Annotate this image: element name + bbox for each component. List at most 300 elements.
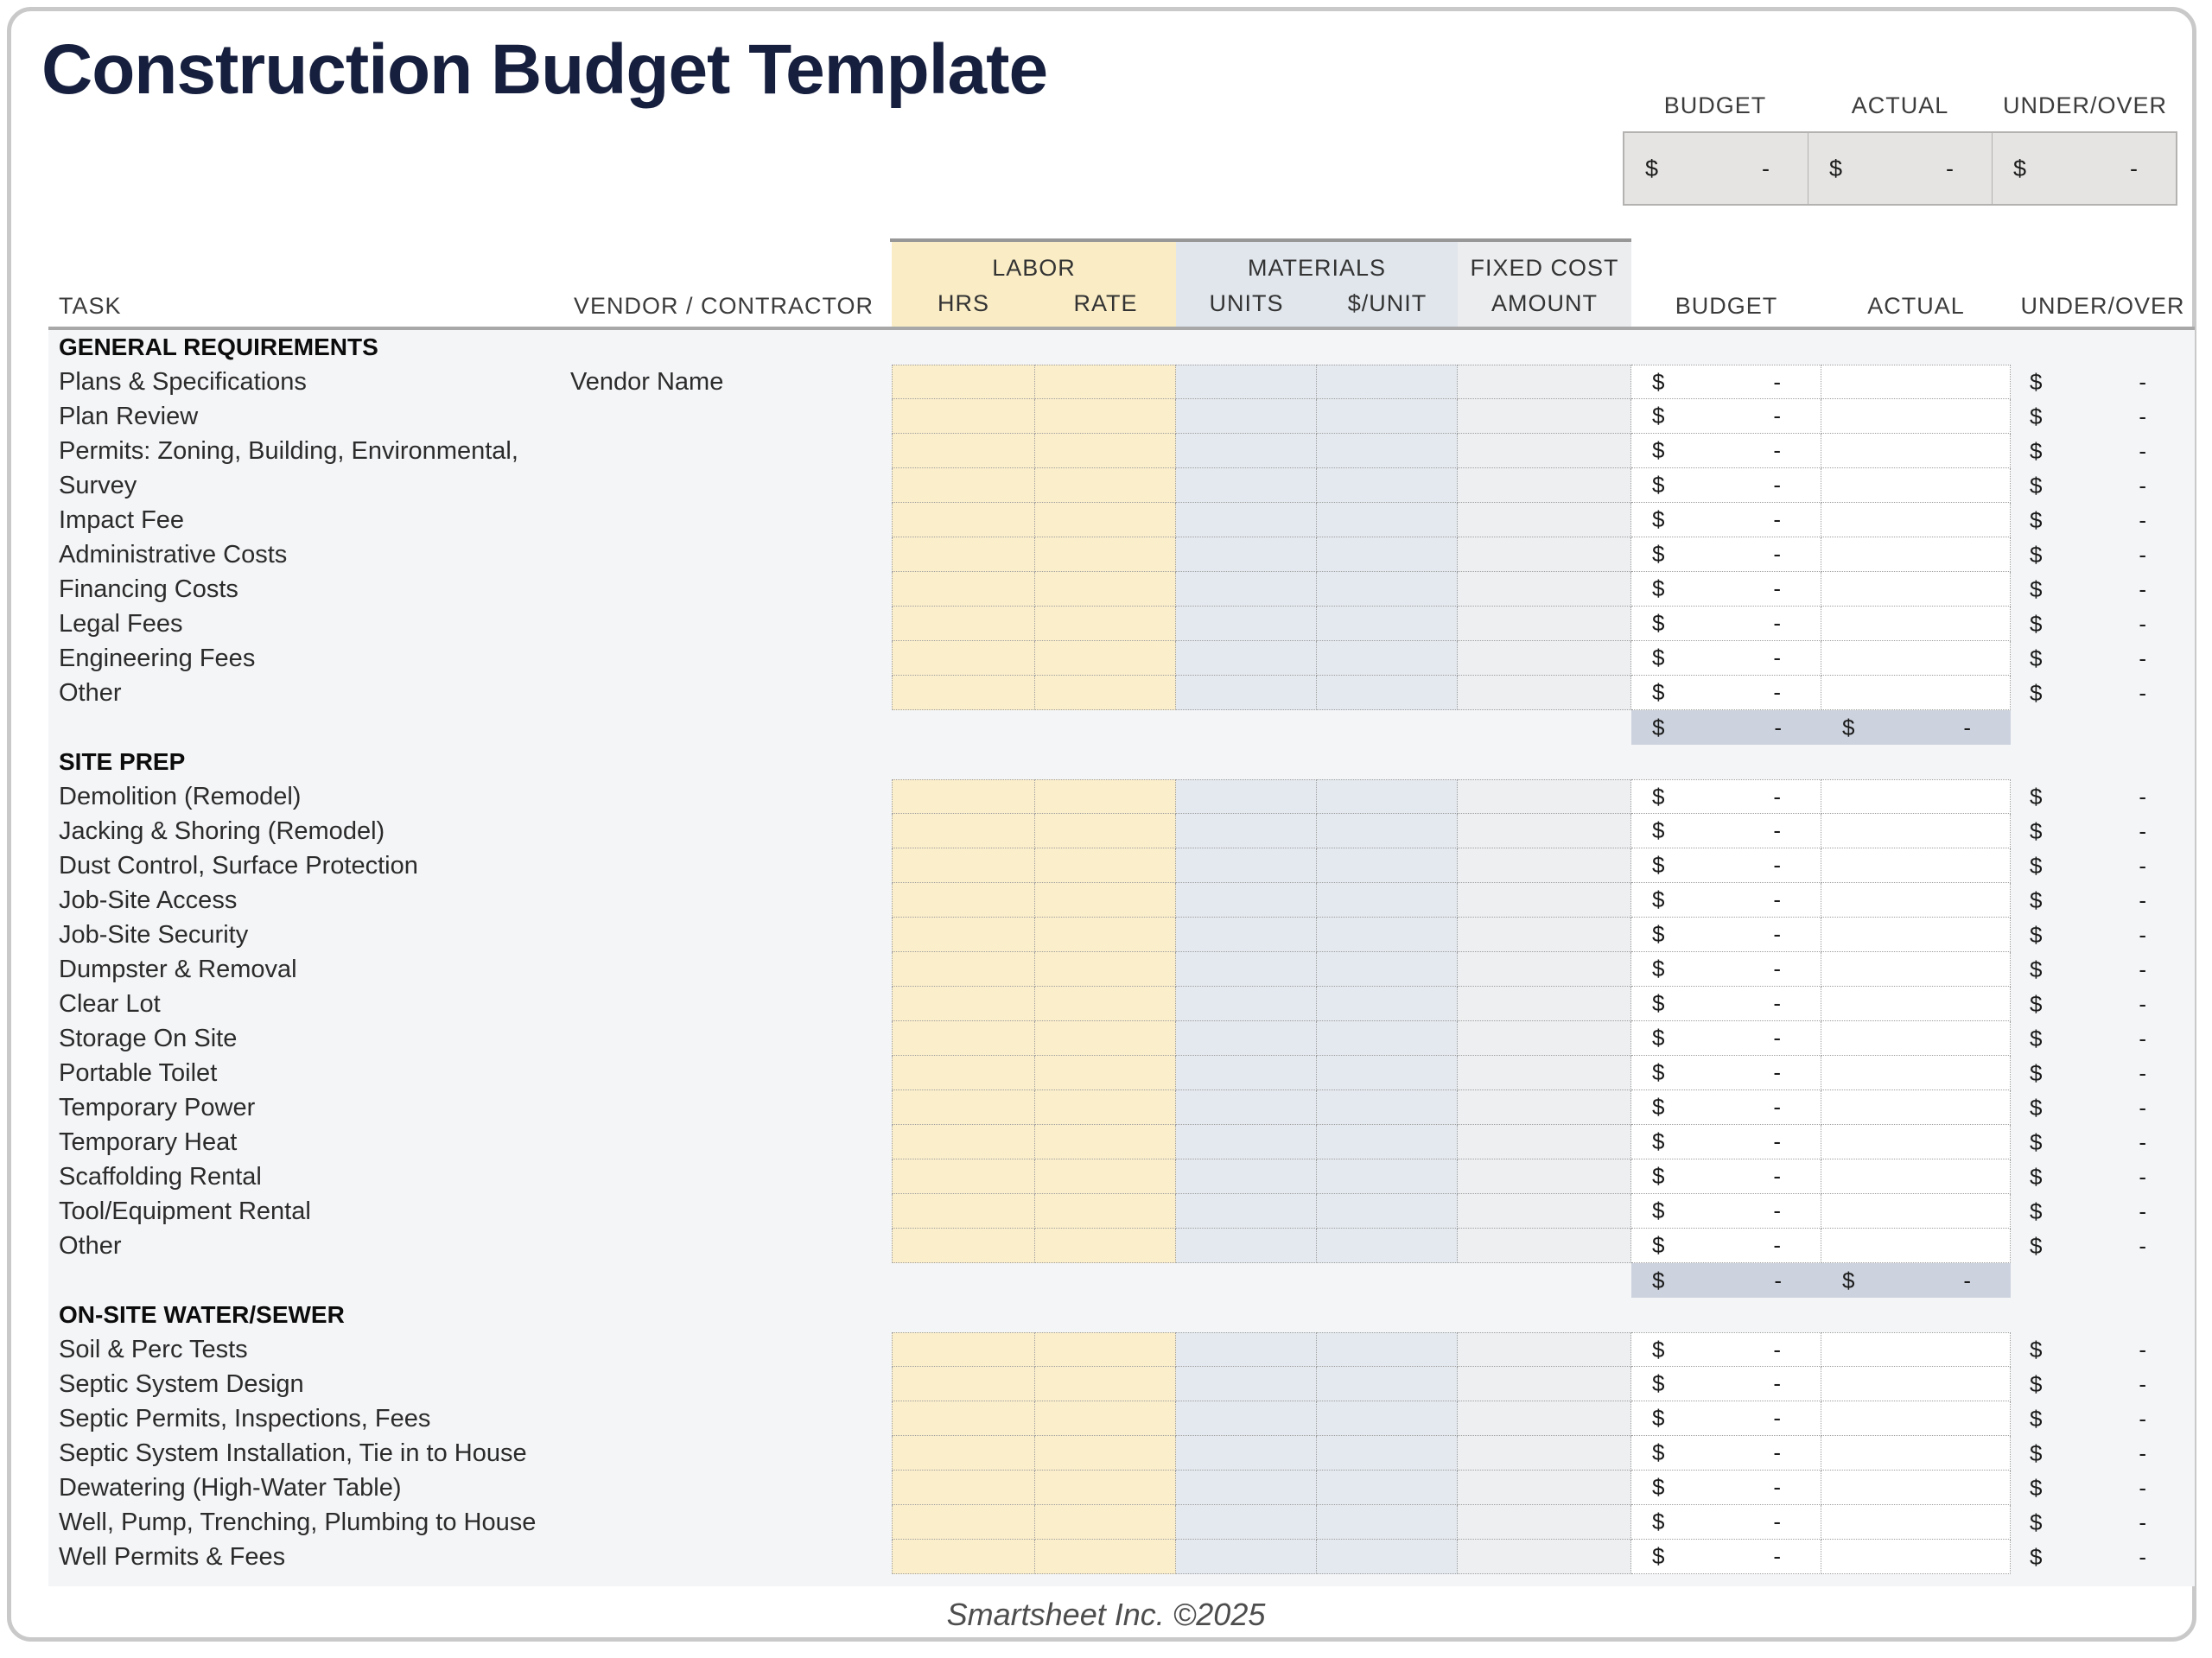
task-cell: Legal Fees [59,610,183,638]
materials-units-cell[interactable] [1176,572,1317,607]
labor-rate-cell[interactable] [1035,1056,1176,1090]
labor-rate-cell[interactable] [1035,1332,1176,1367]
fixedcost-amount-cell[interactable] [1458,710,1631,745]
labor-hrs-cell[interactable] [892,365,1035,399]
labor-rate-cell[interactable] [1035,779,1176,814]
budget-value: - [1773,1232,1781,1258]
vendor-cell[interactable] [570,918,892,952]
labor-rate-cell[interactable] [1035,434,1176,468]
materials-units-cell[interactable] [1176,848,1317,883]
labor-rate-cell[interactable] [1035,987,1176,1021]
materials-units-cell[interactable] [1176,1401,1317,1436]
currency-symbol: $ [1652,714,1665,740]
materials-units-cell[interactable] [1176,676,1317,710]
actual-cell[interactable] [1821,1540,2011,1574]
fixedcost-amount-cell[interactable] [1458,1471,1631,1505]
labor-hrs-cell[interactable] [892,676,1035,710]
actual-cell[interactable] [1821,641,2011,676]
actual-column-header: ACTUAL [1867,293,1965,319]
vendor-cell[interactable] [570,399,892,434]
materials-unitcost-cell[interactable] [1317,365,1458,399]
task-cell: Demolition (Remodel) [59,783,302,810]
labor-rate-cell[interactable] [1035,1090,1176,1125]
materials-unitcost-cell[interactable] [1317,1471,1458,1505]
budget-cell [1631,1159,1821,1194]
materials-unitcost-cell[interactable] [1317,1367,1458,1401]
actual-cell[interactable] [1821,468,2011,503]
materials-units-cell[interactable] [1176,745,1317,779]
fixedcost-amount-cell[interactable] [1458,607,1631,641]
vendor-cell[interactable] [570,676,892,710]
labor-hrs-cell[interactable] [892,745,1035,779]
actual-cell[interactable] [1821,607,2011,641]
actual-cell[interactable] [1821,1194,2011,1229]
labor-rate-cell[interactable] [1035,641,1176,676]
materials-unitcost-cell[interactable] [1317,1229,1458,1263]
currency-symbol: $ [2030,506,2043,533]
task-cell: Dumpster & Removal [59,956,297,983]
labor-hrs-cell[interactable] [892,1090,1035,1125]
materials-unitcost-cell[interactable] [1317,1159,1458,1194]
actual-cell[interactable] [1821,1436,2011,1471]
labor-rate-cell[interactable] [1035,1401,1176,1436]
labor-rate-cell[interactable] [1035,1505,1176,1540]
table-row [48,1540,2195,1574]
materials-units-cell[interactable] [1176,330,1317,365]
materials-units-cell[interactable] [1176,987,1317,1021]
vendor-cell[interactable] [570,1436,892,1471]
table-row [48,1505,2195,1540]
materials-units-cell[interactable] [1176,399,1317,434]
actual-cell[interactable] [1821,1263,2011,1298]
labor-rate-cell[interactable] [1035,607,1176,641]
vendor-cell[interactable] [570,745,892,779]
actual-cell[interactable] [1821,1229,2011,1263]
labor-hrs-cell[interactable] [892,883,1035,918]
budget-value: - [1773,783,1781,810]
actual-cell[interactable] [1821,1367,2011,1401]
labor-hrs-cell[interactable] [892,1401,1035,1436]
footer-copyright: Smartsheet Inc. ©2025 [946,1597,1266,1632]
fixedcost-amount-cell[interactable] [1458,468,1631,503]
vendor-cell[interactable] [570,537,892,572]
labor-rate-cell[interactable] [1035,1229,1176,1263]
labor-hrs-cell[interactable] [892,918,1035,952]
currency-symbol: $ [1652,1163,1665,1189]
actual-cell[interactable] [1821,365,2011,399]
labor-rate-cell[interactable] [1035,537,1176,572]
summary-totals [1623,131,2177,206]
task-cell: SITE PREP [59,748,186,775]
materials-unitcost-cell[interactable] [1317,1125,1458,1159]
actual-cell[interactable] [1821,1505,2011,1540]
materials-units-cell[interactable] [1176,641,1317,676]
materials-units-cell[interactable] [1176,434,1317,468]
labor-hrs-cell[interactable] [892,1125,1035,1159]
vendor-cell[interactable] [570,1194,892,1229]
labor-hrs-cell[interactable] [892,572,1035,607]
labor-hrs-cell[interactable] [892,641,1035,676]
fixedcost-amount-cell[interactable] [1458,1401,1631,1436]
currency-symbol: $ [2013,155,2027,181]
materials-unitcost-cell[interactable] [1317,779,1458,814]
materials-unitcost-cell[interactable] [1317,676,1458,710]
materials-unitcost-cell[interactable] [1317,710,1458,745]
materials-units-cell[interactable] [1176,1159,1317,1194]
actual-cell[interactable] [1821,814,2011,848]
labor-hrs-cell[interactable] [892,1540,1035,1574]
labor-hrs-cell[interactable] [892,987,1035,1021]
vendor-cell[interactable] [570,641,892,676]
materials-units-cell[interactable] [1176,710,1317,745]
labor-rate-cell[interactable] [1035,1021,1176,1056]
labor-hrs-cell[interactable] [892,814,1035,848]
fixedcost-amount-cell[interactable] [1458,537,1631,572]
materials-units-cell[interactable] [1176,1436,1317,1471]
vendor-cell[interactable] [570,1263,892,1298]
materials-units-cell[interactable] [1176,918,1317,952]
materials-units-cell[interactable] [1176,607,1317,641]
vendor-cell[interactable] [570,434,892,468]
actual-cell[interactable] [1821,952,2011,987]
materials-unitcost-cell[interactable] [1317,883,1458,918]
materials-unitcost-cell[interactable] [1317,330,1458,365]
vendor-cell[interactable] [570,572,892,607]
fixedcost-amount-cell[interactable] [1458,779,1631,814]
labor-rate-cell[interactable] [1035,1471,1176,1505]
materials-units-cell[interactable] [1176,952,1317,987]
actual-cell[interactable] [1821,1159,2011,1194]
labor-hrs-cell[interactable] [892,1021,1035,1056]
fixedcost-amount-cell[interactable] [1458,1194,1631,1229]
labor-hrs-cell[interactable] [892,710,1035,745]
task-cell: Temporary Heat [59,1128,238,1156]
vendor-cell[interactable] [570,1401,892,1436]
fixedcost-amount-cell[interactable] [1458,1125,1631,1159]
fixedcost-amount-cell[interactable] [1458,952,1631,987]
labor-hrs-cell[interactable] [892,399,1035,434]
vendor-cell[interactable] [570,710,892,745]
materials-unitcost-cell[interactable] [1317,1021,1458,1056]
actual-cell[interactable] [1821,918,2011,952]
summary-underover-label: UNDER/OVER [2002,92,2168,118]
materials-unitcost-cell[interactable] [1317,745,1458,779]
materials-units-cell[interactable] [1176,1056,1317,1090]
table-row [48,814,2195,848]
actual-cell[interactable] [1821,745,2011,779]
vendor-cell[interactable] [570,1298,892,1332]
materials-units-cell[interactable] [1176,883,1317,918]
actual-cell[interactable] [1821,330,2011,365]
labor-hrs-cell[interactable] [892,607,1035,641]
labor-rate-cell[interactable] [1035,1436,1176,1471]
materials-units-cell[interactable] [1176,1332,1317,1367]
vendor-cell[interactable] [570,607,892,641]
actual-cell[interactable] [1821,1021,2011,1056]
materials-unitcost-cell[interactable] [1317,814,1458,848]
actual-cell[interactable] [1821,1401,2011,1436]
vendor-cell[interactable] [570,848,892,883]
vendor-cell[interactable] [570,468,892,503]
fixedcost-amount-cell[interactable] [1458,1505,1631,1540]
labor-hrs-cell[interactable] [892,1298,1035,1332]
labor-rate-cell[interactable] [1035,1367,1176,1401]
fixedcost-amount-cell[interactable] [1458,987,1631,1021]
task-cell: Plan Review [59,403,199,430]
labor-hrs-cell[interactable] [892,503,1035,537]
labor-hrs-cell[interactable] [892,434,1035,468]
labor-hrs-cell[interactable] [892,1471,1035,1505]
table-row [48,1436,2195,1471]
materials-unitcost-cell[interactable] [1317,1090,1458,1125]
fixedcost-amount-cell[interactable] [1458,1090,1631,1125]
materials-units-cell[interactable] [1176,779,1317,814]
materials-unitcost-cell[interactable] [1317,1298,1458,1332]
fixedcost-amount-cell[interactable] [1458,814,1631,848]
vendor-cell[interactable] [570,883,892,918]
actual-cell[interactable] [1821,537,2011,572]
actual-cell[interactable] [1821,1332,2011,1367]
labor-rate-cell[interactable] [1035,918,1176,952]
vendor-cell[interactable] [570,1471,892,1505]
labor-hrs-cell[interactable] [892,848,1035,883]
materials-unitcost-cell[interactable] [1317,572,1458,607]
underover-column-header: UNDER/OVER [2020,293,2185,319]
materials-units-cell[interactable] [1176,1298,1317,1332]
fixedcost-amount-cell[interactable] [1458,1159,1631,1194]
materials-units-cell[interactable] [1176,1090,1317,1125]
currency-symbol: $ [1842,714,1855,740]
currency-symbol: $ [2030,1128,2043,1155]
underover-value: - [2139,1474,2146,1501]
actual-cell[interactable] [1821,779,2011,814]
materials-units-cell[interactable] [1176,1263,1317,1298]
vendor-cell[interactable] [570,1021,892,1056]
fixedcost-amount-cell[interactable] [1458,676,1631,710]
labor-rate-cell[interactable] [1035,848,1176,883]
labor-rate-cell[interactable] [1035,1298,1176,1332]
currency-symbol: $ [1652,1439,1665,1465]
actual-cell[interactable] [1821,987,2011,1021]
actual-cell[interactable] [1821,434,2011,468]
labor-rate-cell[interactable] [1035,1194,1176,1229]
materials-units-cell[interactable] [1176,1194,1317,1229]
materials-units-cell[interactable] [1176,1125,1317,1159]
materials-unitcost-cell[interactable] [1317,918,1458,952]
vendor-cell[interactable]: Vendor Name [570,368,724,396]
actual-cell[interactable] [1821,883,2011,918]
fixedcost-amount-cell[interactable] [1458,641,1631,676]
materials-unitcost-cell[interactable] [1317,1401,1458,1436]
fixedcost-amount-cell[interactable] [1458,848,1631,883]
materials-units-cell[interactable] [1176,1540,1317,1574]
labor-rate-cell[interactable] [1035,952,1176,987]
labor-rate-cell[interactable] [1035,468,1176,503]
table-row [48,1090,2195,1125]
materials-unitcost-cell[interactable] [1317,503,1458,537]
budget-value: - [1774,1267,1782,1293]
labor-hrs-cell[interactable] [892,1367,1035,1401]
underover-value: - [2139,990,2146,1017]
budget-cell [1631,814,1821,848]
materials-unitcost-cell[interactable] [1317,1332,1458,1367]
materials-unitcost-cell[interactable] [1317,537,1458,572]
fixedcost-amount-cell[interactable] [1458,503,1631,537]
materials-unitcost-cell[interactable] [1317,1436,1458,1471]
actual-cell[interactable] [1821,676,2011,710]
task-cell: Engineering Fees [59,645,256,672]
labor-rate-cell[interactable] [1035,883,1176,918]
actual-cell[interactable] [1821,1056,2011,1090]
vendor-cell[interactable] [570,952,892,987]
currency-symbol: $ [2030,1439,2043,1466]
labor-rate-cell[interactable] [1035,1263,1176,1298]
currency-symbol: $ [1652,472,1665,498]
currency-symbol: $ [1652,990,1665,1016]
fixedcost-amount-cell[interactable] [1458,1229,1631,1263]
materials-unitcost-cell[interactable] [1317,848,1458,883]
fixedcost-amount-cell[interactable] [1458,1298,1631,1332]
task-cell: Administrative Costs [59,541,288,569]
labor-hrs-cell[interactable] [892,1159,1035,1194]
labor-hrs-cell[interactable] [892,1194,1035,1229]
fixedcost-amount-cell[interactable] [1458,1263,1631,1298]
labor-hrs-cell[interactable] [892,1263,1035,1298]
labor-rate-cell[interactable] [1035,572,1176,607]
labor-hrs-cell[interactable] [892,468,1035,503]
vendor-cell[interactable] [570,1125,892,1159]
labor-rate-cell[interactable] [1035,1159,1176,1194]
actual-cell[interactable] [1821,1125,2011,1159]
labor-rate-cell[interactable] [1035,399,1176,434]
materials-unitcost-cell[interactable] [1317,987,1458,1021]
materials-units-cell[interactable] [1176,1471,1317,1505]
fixedcost-amount-cell[interactable] [1458,1332,1631,1367]
fixedcost-amount-cell[interactable] [1458,1436,1631,1471]
fixedcost-amount-cell[interactable] [1458,399,1631,434]
fixedcost-amount-cell[interactable] [1458,883,1631,918]
vendor-cell[interactable] [570,1090,892,1125]
labor-hrs-cell[interactable] [892,537,1035,572]
units-column-header: UNITS [1209,290,1284,316]
materials-units-cell[interactable] [1176,537,1317,572]
materials-units-cell[interactable] [1176,1367,1317,1401]
vendor-cell[interactable] [570,987,892,1021]
labor-rate-cell[interactable] [1035,503,1176,537]
labor-rate-cell[interactable] [1035,745,1176,779]
table-row [48,399,2195,434]
labor-hrs-cell[interactable] [892,952,1035,987]
materials-unitcost-cell[interactable] [1317,952,1458,987]
vendor-cell[interactable] [570,1540,892,1574]
fixedcost-amount-cell[interactable] [1458,572,1631,607]
fixedcost-amount-cell[interactable] [1458,745,1631,779]
budget-cell [1631,572,1821,607]
materials-unitcost-cell[interactable] [1317,468,1458,503]
materials-units-cell[interactable] [1176,365,1317,399]
vendor-cell[interactable] [570,1505,892,1540]
vendor-cell[interactable] [570,779,892,814]
labor-rate-cell[interactable] [1035,676,1176,710]
actual-cell[interactable] [1821,710,2011,745]
budget-cell [1631,434,1821,468]
vendor-cell[interactable] [570,1332,892,1367]
materials-unitcost-cell[interactable] [1317,1263,1458,1298]
vendor-cell[interactable] [570,1056,892,1090]
actual-cell[interactable] [1821,399,2011,434]
labor-hrs-cell[interactable] [892,1505,1035,1540]
vendor-cell[interactable] [570,503,892,537]
materials-units-cell[interactable] [1176,1505,1317,1540]
labor-hrs-cell[interactable] [892,1229,1035,1263]
budget-value: - [1773,1543,1781,1569]
fixedcost-amount-cell[interactable] [1458,1056,1631,1090]
actual-cell[interactable] [1821,572,2011,607]
fixedcost-amount-cell[interactable] [1458,330,1631,365]
labor-rate-cell[interactable] [1035,365,1176,399]
vendor-cell[interactable] [570,1159,892,1194]
labor-rate-cell[interactable] [1035,1125,1176,1159]
fixedcost-amount-cell[interactable] [1458,1367,1631,1401]
task-cell: Septic System Installation, Tie in to House [59,1439,527,1467]
materials-group-header [1176,242,1458,327]
materials-units-cell[interactable] [1176,503,1317,537]
budget-cell [1631,1505,1821,1540]
labor-hrs-cell[interactable] [892,330,1035,365]
vendor-cell[interactable] [570,814,892,848]
actual-cell[interactable] [1821,503,2011,537]
materials-unitcost-cell[interactable] [1317,641,1458,676]
labor-rate-cell[interactable] [1035,814,1176,848]
materials-unitcost-cell[interactable] [1317,399,1458,434]
labor-hrs-cell[interactable] [892,779,1035,814]
materials-unitcost-cell[interactable] [1317,607,1458,641]
actual-cell[interactable] [1821,1471,2011,1505]
materials-unitcost-cell[interactable] [1317,434,1458,468]
budget-cell [1631,676,1821,710]
labor-hrs-cell[interactable] [892,1056,1035,1090]
currency-symbol: $ [1652,1094,1665,1120]
materials-unitcost-cell[interactable] [1317,1194,1458,1229]
vendor-cell[interactable] [570,1229,892,1263]
materials-units-cell[interactable] [1176,468,1317,503]
labor-rate-cell[interactable] [1035,330,1176,365]
fixedcost-amount-cell[interactable] [1458,434,1631,468]
materials-units-cell[interactable] [1176,814,1317,848]
labor-hrs-cell[interactable] [892,1332,1035,1367]
actual-cell[interactable] [1821,1090,2011,1125]
actual-cell[interactable] [1821,848,2011,883]
vendor-cell[interactable] [570,1367,892,1401]
materials-units-cell[interactable] [1176,1021,1317,1056]
vendor-cell[interactable] [570,330,892,365]
materials-unitcost-cell[interactable] [1317,1056,1458,1090]
materials-unitcost-cell[interactable] [1317,1505,1458,1540]
task-cell: ON-SITE WATER/SEWER [59,1301,345,1328]
budget-value: - [1773,1059,1781,1085]
labor-hrs-cell[interactable] [892,1436,1035,1471]
fixedcost-amount-cell[interactable] [1458,1540,1631,1574]
labor-rate-cell[interactable] [1035,1540,1176,1574]
materials-unitcost-cell[interactable] [1317,1540,1458,1574]
fixedcost-amount-cell[interactable] [1458,918,1631,952]
labor-rate-cell[interactable] [1035,710,1176,745]
materials-units-cell[interactable] [1176,1229,1317,1263]
fixedcost-amount-cell[interactable] [1458,1021,1631,1056]
underover-cell [2011,365,2195,399]
actual-cell[interactable] [1821,1298,2011,1332]
fixedcost-amount-cell[interactable] [1458,365,1631,399]
